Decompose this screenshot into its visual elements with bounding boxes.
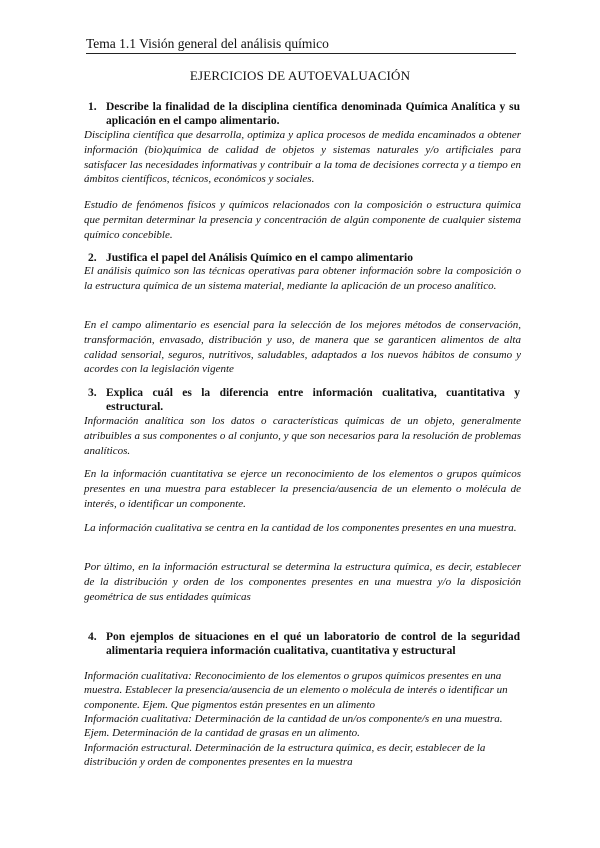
answer-paragraph: Información analítica son los datos o características químicas de un objeto, generalmente atribuibles a sus componentes o al conjunto, y que son necesarios para la resolución de problemas analíticos. bbox=[84, 415, 521, 457]
answer-paragraph: Información estructural. Determinación de la estructura química, es decir, establecer de la distribución y orden de componentes presentes en la muestra bbox=[84, 742, 486, 769]
answer-paragraph: Disciplina científica que desarrolla, optimiza y aplica procesos de medida encaminados a obtener información (bio)química de calidad de objetos y sistemas naturales y/o artificiales para satisfacer las necesidades informativas y contribuir a la toma de decisiones correcta y a tiempo en ámbitos científicos, técnicos, económicos y sociales. bbox=[84, 129, 521, 186]
answer-paragraph: Información cualitativa: Reconocimiento de los elementos o grupos químicos presentes en una muestra. Establecer la presencia/ausencia de un elemento o molécula de interés o identificar un componente. Ejem. Que pigmentos están presentes en un alimento bbox=[84, 670, 508, 711]
answer-paragraph: Información cualitativa: Determinación de la cantidad de un/os componente/s en una muestra. Ejem. Determinación de la cantidad de grasas en un alimento. bbox=[84, 713, 503, 740]
question-text: Pon ejemplos de situaciones en el qué un laboratorio de control de la seguridad alimentaria requiera información cualitativa, cuantitativa y estructural bbox=[106, 631, 520, 657]
page-title: EJERCICIOS DE AUTOEVALUACIÓN bbox=[189, 68, 411, 83]
question-number: 3. bbox=[88, 387, 97, 399]
answer-paragraph: En la información cuantitativa se ejerce un reconocimiento de los elementos o grupos químicos presentes en una muestra para establecer la presencia/ausencia de un elemento o molécula de interés, o identificar un componente. bbox=[84, 468, 521, 510]
question-number: 4. bbox=[88, 631, 97, 643]
answer-paragraph: El análisis químico son las técnicas operativas para obtener información sobre la composición o la estructura química de un sistema material, mediante la aplicación de un proceso analítico. bbox=[84, 265, 521, 292]
answer-paragraph: Por último, en la información estructural se determina la estructura química, es decir, establecer de la distribución y orden de los componentes presentes en una muestra y/o la disposición geométrica de sus entidades químicas bbox=[84, 561, 521, 603]
question-4 bbox=[90, 630, 520, 658]
question-3 bbox=[90, 386, 520, 414]
question-number: 1. bbox=[88, 101, 97, 113]
question-1 bbox=[90, 100, 520, 128]
question-number: 2. bbox=[88, 252, 97, 264]
answer-paragraph: La información cualitativa se centra en la cantidad de los componentes presentes en una muestra. bbox=[84, 522, 517, 534]
answer-paragraph: Estudio de fenómenos físicos y químicos relacionados con la composición o estructura química que permitan determinar la presencia y concentración de algún componente de cualquier sistema químico concebible. bbox=[84, 199, 521, 241]
question-2 bbox=[90, 251, 520, 265]
page-header: Tema 1.1 Visión general del análisis químico bbox=[86, 36, 516, 54]
question-text: Justifica el papel del Análisis Químico en el campo alimentario bbox=[106, 252, 413, 264]
question-text: Describe la finalidad de la disciplina científica denominada Química Analítica y su aplicación en el campo alimentario. bbox=[106, 101, 520, 127]
answer-paragraph: En el campo alimentario es esencial para la selección de los mejores métodos de conservación, transformación, envasado, distribución y uso, de manera que se garanticen alimentos de alta calidad sensorial, seguros, nutritivos, saludables, adaptados a los nuevos hábitos de consumo y acordes con la legislación vigente bbox=[84, 319, 521, 376]
question-text: Explica cuál es la diferencia entre información cualitativa, cuantitativa y estructural. bbox=[106, 387, 520, 413]
